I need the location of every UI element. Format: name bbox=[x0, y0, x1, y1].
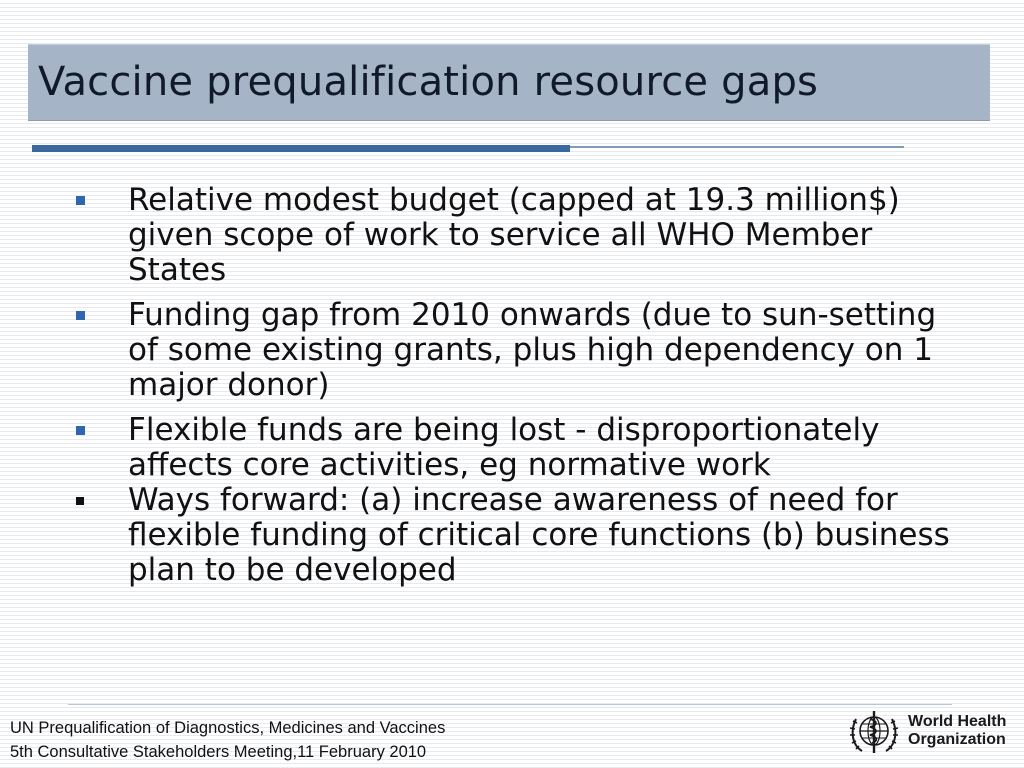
who-logo bbox=[848, 707, 1008, 757]
bullet-item bbox=[74, 483, 974, 588]
bullet-text: Funding gap from 2010 onwards (due to sun-setting of some existing grants, plus high dependency on 1 major donor) bbox=[128, 297, 937, 403]
footer-divider bbox=[68, 704, 952, 705]
who-wordmark-line-1: World Health bbox=[908, 713, 1007, 730]
square-bullet-icon bbox=[76, 311, 85, 320]
bullet-text: Flexible funds are being lost - disproportionately affects core activities, eg normative work bbox=[128, 412, 880, 483]
bullet-text: Relative modest budget (capped at 19.3 million$) given scope of work to service all WHO Member States bbox=[128, 182, 900, 288]
bullet-text: Ways forward: (a) increase awareness of need for flexible funding of critical core functions (b) business plan to be developed bbox=[128, 482, 950, 588]
title-bar bbox=[28, 44, 990, 121]
bullet-item bbox=[74, 298, 974, 403]
square-bullet-icon bbox=[76, 196, 85, 205]
who-wordmark bbox=[908, 713, 1006, 749]
bullet-item bbox=[74, 183, 974, 288]
bullet-list bbox=[74, 183, 974, 598]
square-bullet-icon bbox=[76, 426, 85, 435]
title-underline-thick bbox=[32, 145, 570, 152]
who-wordmark-line-2: Organization bbox=[908, 731, 1006, 748]
footer-line-2: 5th Consultative Stakeholders Meeting,11 February 2010 bbox=[10, 743, 427, 761]
title-underline-thin bbox=[570, 146, 904, 148]
square-bullet-icon bbox=[76, 497, 84, 505]
who-emblem-icon bbox=[848, 707, 900, 757]
footer-line-1: UN Prequalification of Diagnostics, Medicines and Vaccines bbox=[10, 719, 446, 737]
bullet-item bbox=[74, 413, 974, 483]
slide-title: Vaccine prequalification resource gaps bbox=[38, 59, 819, 105]
